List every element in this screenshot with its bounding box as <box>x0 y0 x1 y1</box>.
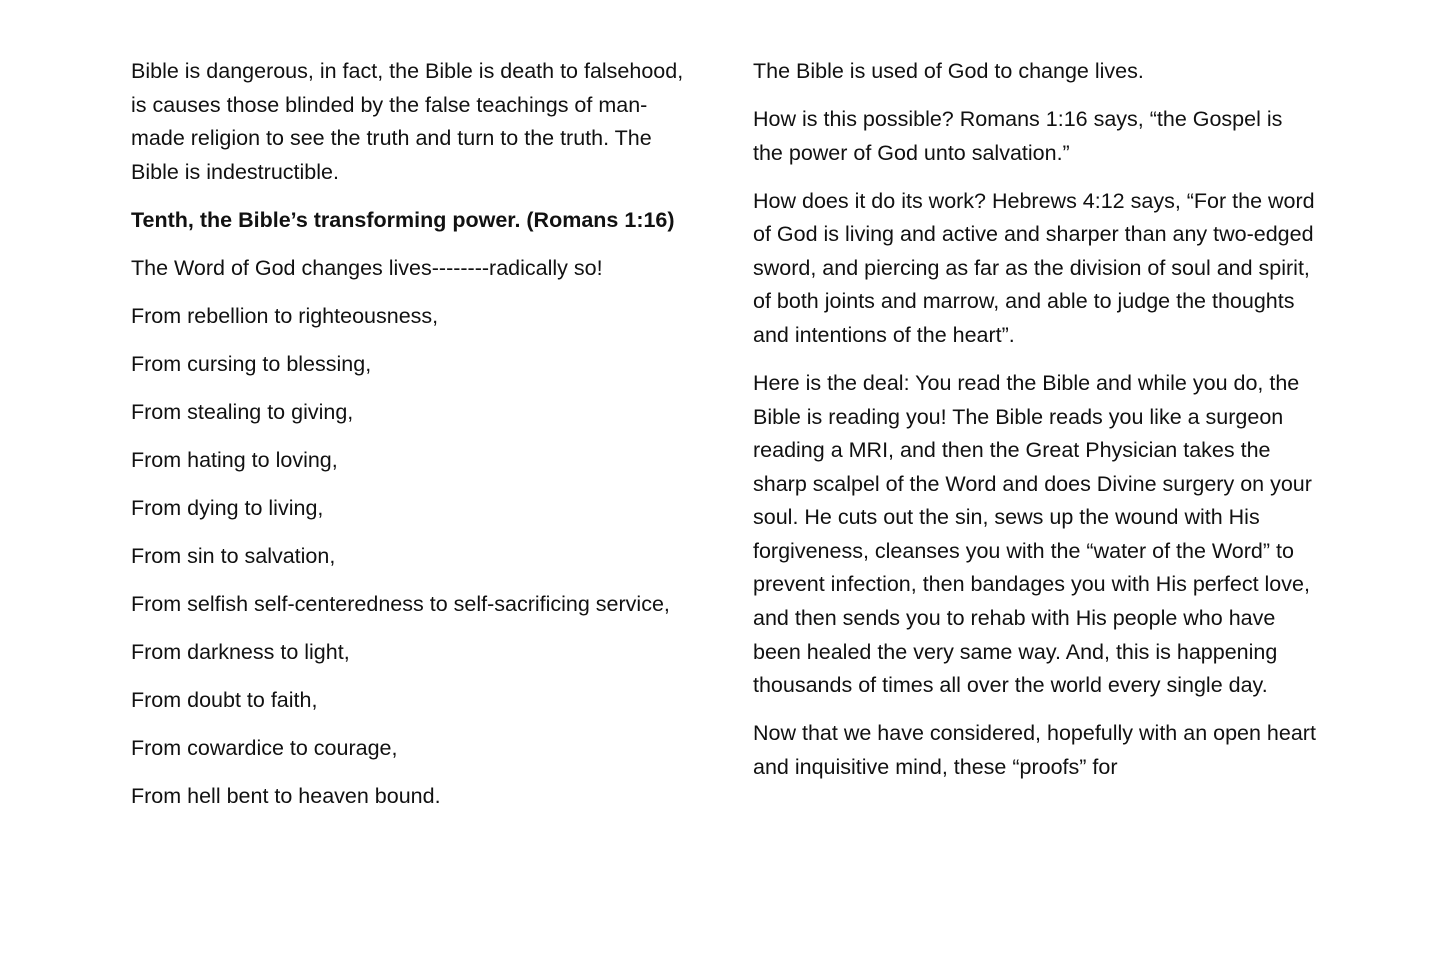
transformation-line: From stealing to giving, <box>131 399 354 424</box>
transformation-line: From hell bent to heaven bound. <box>131 783 441 808</box>
transformation-line: From dying to living, <box>131 495 324 520</box>
left-column <box>131 55 691 828</box>
transformation-line: From selfish self-centeredness to self-sacrificing service, <box>131 591 670 616</box>
body-paragraph: The Bible is used of God to change lives. <box>753 59 1144 83</box>
transformation-line: From hating to loving, <box>131 447 338 472</box>
body-paragraph: Here is the deal: You read the Bible and while you do, the Bible is reading you! The Bible reads you like a surgeon reading a MRI, and then the Great Physician takes the sharp scalpel of the Word and does Divine surgery on your soul. He cuts out the sin, sews up the wound with His forgiveness, cleanses you with the “water of the Word” to prevent infection, then bandages you with His perfect love, and then sends you to rehab with His people who have been healed the very same way. And, this is happening thousands of times all over the world every single day. <box>753 370 1312 698</box>
transformation-line: From doubt to faith, <box>131 687 318 712</box>
body-paragraph: Now that we have considered, hopefully with an open heart and inquisitive mind, these “proofs” for <box>753 721 1316 779</box>
transformation-line: From rebellion to righteousness, <box>131 303 439 328</box>
section-heading: Tenth, the Bible’s transforming power. (Romans 1:16) <box>131 207 675 232</box>
transformation-line: From cursing to blessing, <box>131 351 372 376</box>
transformation-line: From darkness to light, <box>131 639 350 664</box>
body-paragraph: How does it do its work? Hebrews 4:12 says, “For the word of God is living and active and sharper than any two-edged sword, and piercing as far as the division of soul and spirit, of both joints and marrow, and able to judge the thoughts and intentions of the heart”. <box>753 188 1315 347</box>
transformation-line: From cowardice to courage, <box>131 735 398 760</box>
lead-line: The Word of God changes lives--------radically so! <box>131 255 603 280</box>
intro-paragraph: Bible is dangerous, in fact, the Bible is death to falsehood, is causes those blinded by the false teachings of man-made religion to see the truth and turn to the truth. The Bible is indestructible. <box>131 59 684 184</box>
right-column <box>753 55 1318 799</box>
body-paragraph: How is this possible? Romans 1:16 says, “the Gospel is the power of God unto salvation.” <box>753 106 1283 165</box>
transformation-line: From sin to salvation, <box>131 543 336 568</box>
